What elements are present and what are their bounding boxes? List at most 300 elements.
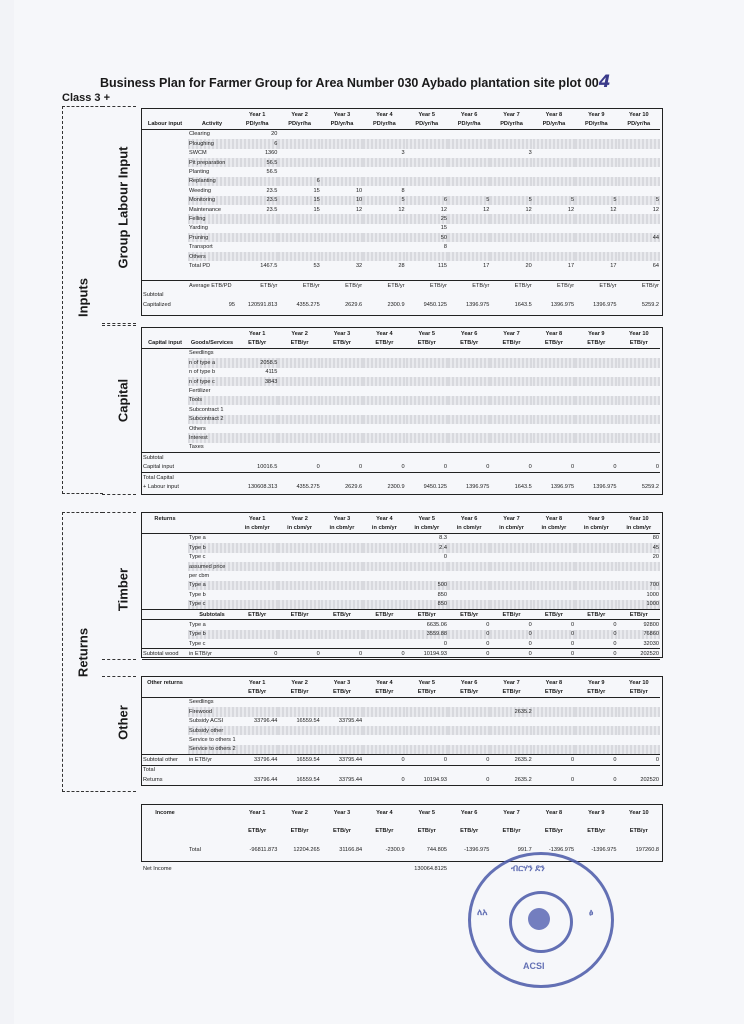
- row-label: Service to others 2: [188, 745, 236, 755]
- row-label: Pruning: [188, 233, 236, 242]
- row-value: 5: [575, 196, 617, 205]
- row-value: [618, 358, 660, 367]
- row-value: [406, 717, 448, 726]
- row-value: 53: [313, 262, 320, 269]
- row-value: [236, 562, 278, 571]
- total-value: 16559.54: [296, 776, 320, 783]
- spacer-row: [142, 271, 660, 281]
- total-value: 1643.5: [514, 483, 532, 490]
- table-cell: [278, 864, 320, 873]
- row-value: [236, 735, 278, 744]
- row-value: [236, 386, 278, 395]
- row-value: [575, 717, 617, 726]
- table-cell: [363, 855, 405, 864]
- row-value: 10: [321, 196, 363, 205]
- subtotal-wood-label: Subtotal wood: [142, 649, 188, 659]
- total-returns-row: [142, 775, 660, 784]
- row-label: Type b: [188, 630, 236, 639]
- row-value: [490, 745, 532, 755]
- row-value: [575, 600, 617, 610]
- row-value: [278, 252, 320, 261]
- row-value: [618, 386, 660, 395]
- row-value: [363, 415, 405, 424]
- row-label: Pit preparation: [188, 158, 236, 167]
- row-value: 1000: [646, 591, 659, 598]
- subtotal-label: Capital input: [142, 462, 188, 472]
- row-value: [278, 368, 320, 377]
- total-value: 33796.44: [254, 776, 278, 783]
- row-value: 2058.5: [236, 358, 278, 367]
- table-cell: [533, 472, 575, 482]
- row-value: [448, 600, 490, 610]
- row-label: Type a: [188, 581, 236, 590]
- unit-header: ETB/yr: [321, 609, 363, 619]
- table-cell: [236, 453, 278, 463]
- row-value: 0: [613, 621, 617, 628]
- table-cell: [142, 224, 188, 233]
- subtotal-value: 0: [448, 649, 490, 659]
- row-value: [236, 348, 278, 358]
- row-value: [448, 590, 490, 599]
- row-value: 20: [525, 262, 532, 269]
- row-value: 23.5: [236, 196, 278, 205]
- row-value: [490, 553, 532, 562]
- table-cell: [321, 817, 363, 826]
- row-value: 115: [438, 262, 447, 269]
- subtotal-other-row: [142, 755, 660, 765]
- year-header: Year 1: [248, 679, 266, 686]
- table-cell: [188, 110, 236, 119]
- table-row: [142, 553, 660, 562]
- subtotal-value: 0: [363, 649, 405, 659]
- row-value: [363, 562, 405, 571]
- row-value: 850: [437, 591, 447, 598]
- row-value: [533, 562, 575, 571]
- subtotal-value: 0: [533, 649, 575, 659]
- table-cell: [448, 271, 490, 281]
- row-value: [533, 581, 575, 590]
- row-value: [278, 562, 320, 571]
- table-cell: [188, 808, 236, 817]
- row-value: [448, 553, 490, 562]
- row-label: Yarding: [189, 225, 208, 232]
- row-value: [618, 571, 660, 580]
- table-cell: [188, 290, 236, 299]
- row-value: [490, 386, 532, 395]
- row-value: [321, 581, 363, 590]
- row-value: [278, 348, 320, 358]
- row-value: [490, 697, 532, 707]
- row-label: Firewood: [188, 707, 236, 716]
- unit-header-row: [142, 687, 660, 697]
- table-cell: [363, 836, 405, 845]
- row-value: [575, 562, 617, 571]
- table-cell: [188, 855, 236, 864]
- row-value: [618, 726, 660, 735]
- table-cell: [142, 415, 188, 424]
- row-value: [278, 405, 320, 414]
- subtotal-value: 0: [278, 649, 320, 659]
- row-value: [363, 158, 405, 167]
- row-value: [278, 377, 320, 386]
- subtotal-value: 0: [533, 755, 575, 765]
- row-value: [448, 443, 490, 453]
- row-value: [278, 620, 320, 630]
- year-header: Year 3: [333, 679, 351, 686]
- row-value: [236, 242, 278, 251]
- year-header: Year 1: [248, 809, 266, 816]
- table-row: [142, 562, 660, 571]
- table-cell: [142, 261, 188, 270]
- row-value: 17: [483, 262, 490, 269]
- year-header: Year 5: [418, 679, 435, 686]
- table-cell: [618, 817, 660, 826]
- row-value: [363, 368, 405, 377]
- row-value: [236, 252, 278, 261]
- row-value: 44: [618, 233, 660, 242]
- table-cell: [142, 196, 188, 205]
- table-cell: [142, 600, 188, 610]
- table-cell: [142, 396, 188, 405]
- row-value: [321, 697, 363, 707]
- unit-header: in cbm/yr: [363, 523, 405, 533]
- table-cell: [490, 453, 532, 463]
- row-label: Subcontract 1: [189, 406, 224, 413]
- row-value: [363, 424, 405, 433]
- table-cell: [142, 630, 188, 639]
- total-value: 202520: [640, 776, 659, 783]
- row-value: [448, 177, 490, 186]
- table-row: [142, 590, 660, 599]
- table-cell: [618, 290, 660, 299]
- row-label: Interest: [188, 433, 236, 442]
- subtotal-value: 0: [406, 462, 448, 472]
- timber-table: [142, 514, 660, 660]
- row-value: [363, 139, 405, 148]
- unit-header: in cbm/yr: [575, 523, 617, 533]
- stamp-text-left: ለአ: [477, 907, 488, 917]
- row-label: Ploughing: [188, 139, 236, 148]
- table-cell: [278, 836, 320, 845]
- row-value: [490, 405, 532, 414]
- table-cell: [618, 472, 660, 482]
- row-value: 0: [613, 640, 617, 647]
- row-value: 5: [618, 196, 660, 205]
- row-value: 0: [448, 630, 490, 639]
- row-value: [406, 405, 448, 414]
- row-label: Type a: [189, 621, 206, 628]
- row-label: Subsidy ACSI: [189, 718, 224, 725]
- table-cell: [448, 836, 490, 845]
- table-cell: [278, 472, 320, 482]
- table-row: [142, 433, 660, 442]
- table-row: [142, 242, 660, 251]
- row-value: [575, 424, 617, 433]
- unit-header: ETB/yr: [278, 687, 320, 697]
- year-header-row: [142, 678, 660, 687]
- total-value: 9450.125: [423, 483, 447, 490]
- subtotal-value: 5259.2: [641, 301, 659, 308]
- unit-header: in cbm/yr: [278, 523, 320, 533]
- total-value: 744.805: [426, 847, 447, 854]
- labour-table: [142, 110, 660, 309]
- unit-header: in cbm/yr: [618, 523, 660, 533]
- row-value: [363, 167, 405, 176]
- inputs-side-label: Inputs: [75, 278, 91, 317]
- row-label: Monitoring: [188, 196, 236, 205]
- row-value: [448, 242, 490, 251]
- row-value: [575, 386, 617, 395]
- table-cell: [188, 453, 236, 463]
- row-value: 25: [406, 214, 448, 223]
- table-cell: [406, 290, 448, 299]
- row-value: [278, 214, 320, 223]
- row-label: Type b: [189, 591, 206, 598]
- row-value: [618, 139, 660, 148]
- year-header: Year 9: [588, 679, 605, 686]
- handwritten-plot-digit: 4: [598, 72, 611, 92]
- unit-header: ETB/yr: [533, 687, 575, 697]
- row-value: [618, 745, 660, 755]
- subtotal-row: [142, 462, 660, 472]
- capital-side-label: Capital: [115, 378, 131, 423]
- row-label: Replanting: [188, 177, 236, 186]
- row-value: [533, 386, 575, 395]
- table-cell: [142, 817, 188, 826]
- row-value: [406, 571, 448, 580]
- row-value: [363, 581, 405, 590]
- row-value: [448, 543, 490, 552]
- row-value: [363, 735, 405, 744]
- row-value: 23.5: [266, 206, 278, 213]
- row-value: [575, 405, 617, 414]
- year-header: Year 4: [376, 515, 393, 522]
- table-row: [142, 707, 660, 716]
- year-header: Year 6: [460, 809, 478, 816]
- subtotal-value: 0: [363, 755, 405, 765]
- row-value: [278, 543, 320, 552]
- row-value: 20: [271, 131, 278, 138]
- row-value: [278, 158, 320, 167]
- row-value: 8: [401, 187, 405, 194]
- unit-header: ETB/yr: [236, 687, 278, 697]
- row-value: 15: [313, 187, 320, 194]
- row-value: 12: [483, 206, 490, 213]
- table-cell: [142, 433, 188, 442]
- row-value: [575, 186, 617, 195]
- year-header: Year 5: [418, 330, 435, 337]
- row-value: [321, 405, 363, 414]
- year-header: Year 2: [291, 111, 308, 118]
- row-value: [533, 224, 575, 233]
- year-header-row: [142, 110, 660, 119]
- table-cell: [618, 864, 660, 873]
- total-value: 1396.975: [550, 483, 575, 490]
- subtotal-value: 2300.9: [387, 301, 405, 308]
- row-value: [533, 368, 575, 377]
- row-value: [363, 726, 405, 735]
- row-label: Weeding: [189, 187, 211, 194]
- unit-header: ETB/yr: [278, 281, 320, 291]
- stamp-emblem: [528, 908, 550, 930]
- year-header: Year 9: [588, 330, 605, 337]
- row-label: Subcontract 2: [188, 415, 236, 424]
- unit-header: ETB/yr: [544, 828, 563, 835]
- table-row: [142, 386, 660, 395]
- row-value: 5: [490, 196, 532, 205]
- table-row: [142, 745, 660, 755]
- row-value: 15: [278, 196, 320, 205]
- year-header: Year 10: [628, 515, 649, 522]
- table-cell: [142, 443, 188, 453]
- row-value: [321, 562, 363, 571]
- year-header: Year 3: [333, 111, 351, 118]
- row-label: Type c: [189, 554, 206, 561]
- table-cell: [448, 864, 490, 873]
- table-cell: [142, 329, 188, 338]
- row-value: 0: [575, 630, 617, 639]
- subtotals-label: Subtotals: [188, 609, 236, 619]
- row-value: [236, 424, 278, 433]
- row-value: 3: [401, 150, 405, 157]
- row-label: Maintenance: [189, 206, 222, 213]
- total-value: 0: [613, 776, 617, 783]
- unit-header: ETB/yr: [490, 281, 532, 291]
- row-value: 2635.2: [490, 707, 532, 716]
- row-value: [533, 600, 575, 610]
- subtotal-wood-unit: in ETB/yr: [188, 649, 236, 659]
- row-value: [490, 224, 532, 233]
- row-value: [448, 214, 490, 223]
- table-cell: [188, 329, 236, 338]
- unit-header: ETB/yr: [575, 609, 617, 619]
- row-value: [448, 396, 490, 405]
- total-value: -96811.873: [249, 847, 278, 854]
- table-cell: [448, 765, 490, 775]
- row-value: [448, 149, 490, 158]
- unit-header: ETB/yr: [332, 828, 351, 835]
- page-title: Business Plan for Farmer Group for Area Number 030 Aybado plantation site plot 004: [100, 72, 611, 92]
- subtotal-wood-row: [142, 649, 660, 659]
- unit-header: ETB/yr: [363, 687, 405, 697]
- row-value: [575, 348, 617, 358]
- table-cell: [188, 827, 236, 836]
- subtotal-value: 0: [321, 462, 363, 472]
- total-value: 1396.975: [466, 483, 490, 490]
- row-value: [278, 745, 320, 755]
- row-value: 0: [443, 554, 447, 561]
- row-value: 5: [363, 196, 405, 205]
- row-value: [406, 433, 448, 442]
- row-value: [406, 252, 448, 261]
- total-value: 0: [571, 776, 575, 783]
- unit-header: PD/yr/ha: [575, 119, 617, 129]
- section-head-label: Labour input: [142, 119, 188, 129]
- row-label: Type a: [189, 535, 206, 542]
- year-header: Year 7: [503, 515, 520, 522]
- section-head-label: Capital input: [142, 338, 188, 348]
- subtotal-value: 1396.975: [550, 301, 575, 308]
- unit-header: ETB/yr: [448, 609, 490, 619]
- row-value: [278, 726, 320, 735]
- total-row: [142, 472, 660, 482]
- total-label: Total: [189, 847, 201, 854]
- row-value: [321, 214, 363, 223]
- row-value: [618, 717, 660, 726]
- row-value: [321, 252, 363, 261]
- unit-header: ETB/yr: [490, 338, 532, 348]
- unit-header: ETB/yr: [533, 281, 575, 291]
- row-value: [575, 571, 617, 580]
- unit-header: in cbm/yr: [236, 523, 278, 533]
- row-value: [321, 533, 363, 543]
- table-cell: [142, 358, 188, 367]
- row-value: [363, 630, 405, 639]
- row-value: [236, 433, 278, 442]
- row-label: Seedlings: [189, 699, 214, 706]
- table-cell: [188, 775, 236, 784]
- subtotal-value: 0: [575, 649, 617, 659]
- table-cell: [363, 271, 405, 281]
- year-header: Year 6: [460, 330, 478, 337]
- row-value: 56.5: [236, 158, 278, 167]
- unit-header: ETB/yr: [575, 338, 617, 348]
- unit-header: ETB/yr: [533, 338, 575, 348]
- row-value: [575, 158, 617, 167]
- subtotal-value: 0: [278, 462, 320, 472]
- total-value: 10194.93: [423, 776, 447, 783]
- total-value: 2300.9: [387, 483, 405, 490]
- year-header: Year 2: [291, 809, 308, 816]
- capital-table: [142, 329, 660, 492]
- row-value: 6635.06: [426, 621, 447, 628]
- row-value: 5: [533, 196, 575, 205]
- total-income-row: [142, 846, 660, 855]
- row-value: [321, 745, 363, 755]
- row-value: [406, 158, 448, 167]
- subtotal-header-row: [142, 609, 660, 619]
- row-value: [448, 186, 490, 195]
- year-header: Year 8: [545, 679, 563, 686]
- subtotal-value: 0: [490, 649, 532, 659]
- table-cell: [142, 158, 188, 167]
- table-cell: [236, 855, 278, 864]
- row-value: [448, 377, 490, 386]
- row-value: [406, 167, 448, 176]
- table-cell: [321, 836, 363, 845]
- year-header: Year 8: [545, 330, 563, 337]
- row-value: [406, 377, 448, 386]
- row-value: [533, 186, 575, 195]
- row-value: 3: [528, 150, 532, 157]
- row-label: Others: [189, 425, 206, 432]
- table-row: [142, 600, 660, 610]
- table-cell: [448, 817, 490, 826]
- year-header: Year 1: [248, 111, 266, 118]
- table-cell: [142, 543, 188, 552]
- unit-header: ETB/yr: [502, 828, 521, 835]
- table-cell: [490, 290, 532, 299]
- row-value: [236, 177, 278, 186]
- row-value: 92800: [643, 621, 659, 628]
- row-value: [575, 129, 617, 139]
- total-value: 5259.2: [641, 483, 659, 490]
- row-value: 12: [398, 206, 405, 213]
- row-label: Tools: [188, 396, 236, 405]
- row-value: [236, 697, 278, 707]
- table-cell: [406, 472, 448, 482]
- row-label: Clearing: [189, 131, 210, 138]
